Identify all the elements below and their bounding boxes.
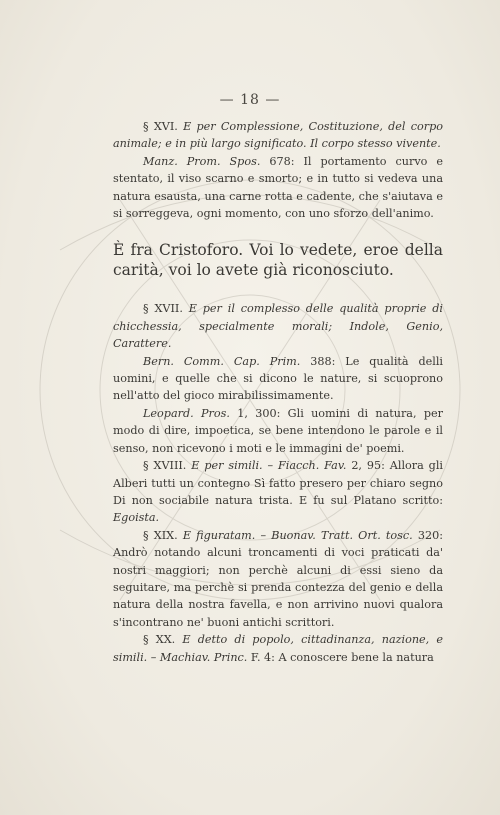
- text-span: § XX.: [143, 633, 183, 647]
- text-span: 1, 300: Gli uomini di natura, per modo di dire, impoetica, se bene intendono le parole e il senso, non ricevono i moti e le immagini de' poemi.: [113, 406, 443, 455]
- paragraph-p7: [113, 457, 443, 527]
- text-span: E per Complessione, Costituzione, del corpo animale; e in più largo significato. Il corpo stesso vivente.: [113, 120, 443, 151]
- text-span: § XIX.: [143, 528, 183, 542]
- text-span: 388: Le qualità delli uomini, e quelle che si dicono le nature, si scuoprono nell'atto del gioco mirabilissimamente.: [113, 354, 444, 403]
- text-span: 2, 95: Allora gli Alberi tutti un contegno Sì fatto presero per chiaro segno Di non sociabile natura trista. E fu sul Platano scritto:: [113, 459, 444, 507]
- text-span: § XVI.: [143, 120, 184, 133]
- text-span: E detto di popolo, cittadinanza, nazione, e simili. – Machiav. Princ.: [113, 633, 443, 664]
- paragraph-p9: [113, 631, 443, 666]
- paragraph-p3: [113, 240, 443, 280]
- text-span: § XVIII.: [143, 459, 192, 473]
- paragraph-p4: [113, 300, 443, 352]
- body-text: [113, 118, 443, 666]
- text-span: Bern. Comm. Cap. Prim.: [143, 354, 311, 368]
- text-span: 678: Il portamento curvo e stentato, il viso scarno e smorto; e in tutto si vedeva una natura esausta, una carne rotta e cadente, che s'aiutava e si sorreggeva, ogni momento, con uno sforzo dell'animo.: [113, 154, 443, 221]
- text-span: E per il complesso delle qualità proprie di chicchessia, specialmente morali; Indole, Genio, Carattere.: [113, 302, 443, 351]
- paragraph-p8: [113, 527, 443, 631]
- text-span: È fra Cristoforo. Voi lo vedete, eroe della carità, voi lo avete già riconosciuto.: [113, 241, 443, 280]
- text-span: E figuratam. – Buonav. Tratt. Ort. tosc.: [182, 528, 418, 542]
- text-span: § XVII.: [143, 302, 189, 316]
- paragraph-p1: [113, 118, 443, 153]
- text-span: Manz. Prom. Spos.: [143, 154, 270, 168]
- page-number: — 18 —: [219, 92, 281, 108]
- text-span: E per simili. – Fiacch. Fav.: [191, 459, 352, 473]
- text-span: Egoista.: [113, 511, 160, 525]
- paragraph-p5: [113, 353, 443, 405]
- text-span: 320: Andrò notando alcuni troncamenti di voci praticati da' nostri maggiori; non perchè alcuni di essi sieno da seguitare, ma perchè si prenda contezza del genio e della natura della nostra favella, e non arrivino nuovi qualora s'incontrano ne' buoni antichi scrittori.: [113, 528, 443, 629]
- paragraph-p6: [113, 405, 443, 457]
- text-span: Leopard. Pros.: [143, 406, 238, 420]
- paragraph-p2: [113, 153, 443, 223]
- text-span: F. 4: A conoscere bene la natura: [250, 650, 434, 664]
